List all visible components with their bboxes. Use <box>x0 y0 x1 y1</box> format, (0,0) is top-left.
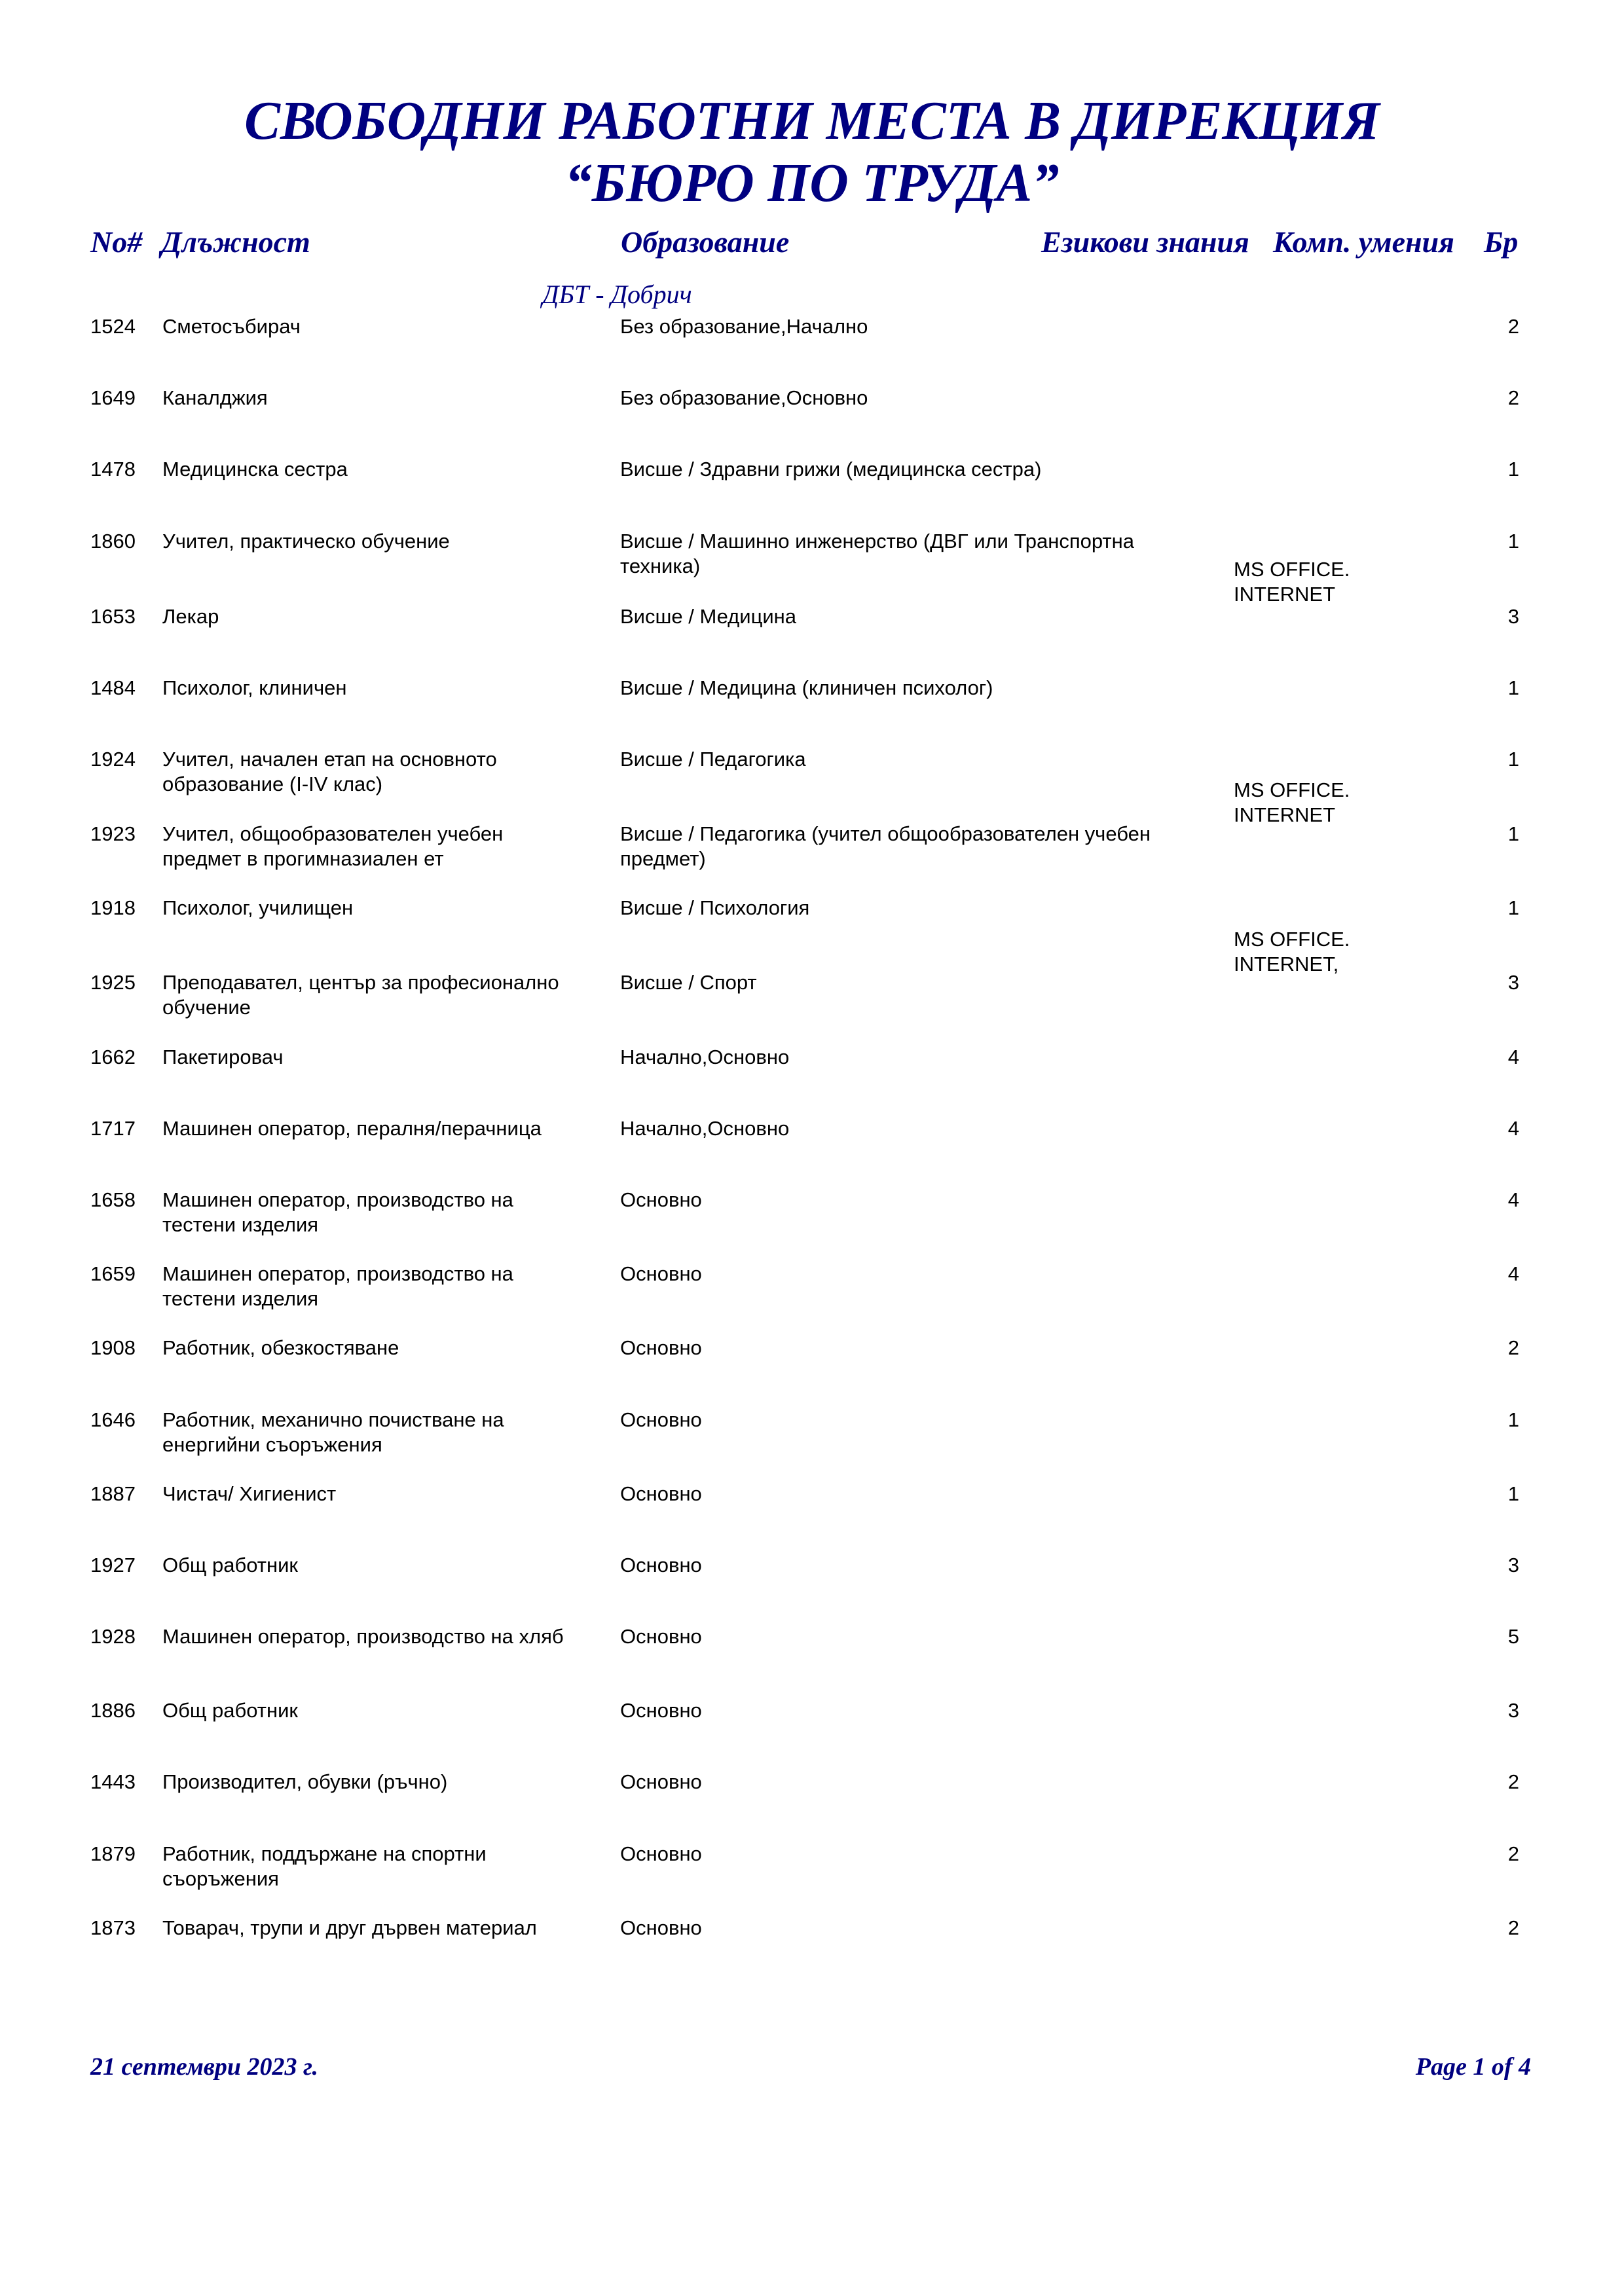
row-number: 1928 <box>90 1625 136 1648</box>
row-count: 2 <box>1507 386 1519 409</box>
row-number: 1653 <box>90 605 136 628</box>
row-education: Без образование,Основно <box>620 386 868 409</box>
row-count: 1 <box>1507 1482 1519 1505</box>
row-education: Висше / Педагогика <box>620 748 806 771</box>
row-position: Медицинска сестра <box>162 458 348 481</box>
row-position: Общ работник <box>162 1699 298 1722</box>
row-position: Машинен оператор, пералня/перачница <box>162 1117 542 1140</box>
row-position: Машинен оператор, производство на тестени изделия <box>162 1262 513 1310</box>
row-count: 4 <box>1507 1046 1519 1068</box>
row-count: 1 <box>1507 896 1519 919</box>
row-number: 1886 <box>90 1699 136 1722</box>
row-education: Висше / Здравни грижи (медицинска сестра) <box>620 458 1042 481</box>
row-count: 4 <box>1507 1262 1519 1285</box>
computer-skills-note <box>1234 557 1404 607</box>
row-number: 1659 <box>90 1262 136 1285</box>
computer-skills-line: MS OFFICE. <box>1234 928 1350 951</box>
row-number: 1662 <box>90 1046 136 1068</box>
row-position: Психолог, училищен <box>162 896 354 919</box>
row-count: 4 <box>1507 1188 1519 1211</box>
row-count: 1 <box>1507 1408 1519 1431</box>
computer-skills-line: INTERNET <box>1234 803 1335 826</box>
row-education: Основно <box>620 1842 702 1865</box>
footer-date: 21 септември 2023 г. <box>90 2053 319 2081</box>
row-position: Работник, обезкостяване <box>162 1336 399 1359</box>
row-number: 1649 <box>90 386 136 409</box>
row-education: Основно <box>620 1262 702 1285</box>
computer-skills-line: INTERNET, <box>1234 953 1339 975</box>
row-count: 2 <box>1507 1916 1519 1939</box>
row-education: Основно <box>620 1916 702 1939</box>
header-computer-skills: Комп. умения <box>1273 225 1454 259</box>
header-position: Длъжност <box>161 225 310 259</box>
row-position: Работник, поддържане на спортни съоръжения <box>162 1842 487 1890</box>
row-education: Висше / Психология <box>620 896 810 919</box>
row-position: Учител, начален етап на основното образование (I-IV клас) <box>162 748 497 795</box>
row-count: 1 <box>1507 530 1519 553</box>
row-position: Преподавател, център за професионално обучение <box>162 971 559 1019</box>
row-count: 1 <box>1507 458 1519 481</box>
row-education: Основно <box>620 1188 702 1211</box>
row-education: Начално,Основно <box>620 1046 790 1068</box>
row-number: 1927 <box>90 1554 136 1576</box>
row-education: Висше / Медицина (клиничен психолог) <box>620 676 993 699</box>
row-count: 4 <box>1507 1117 1519 1140</box>
row-position: Психолог, клиничен <box>162 676 347 699</box>
header-count: Бр <box>1484 225 1519 259</box>
row-number: 1443 <box>90 1770 136 1793</box>
row-position: Машинен оператор, производство на тестени изделия <box>162 1188 513 1236</box>
header-languages: Езикови знания <box>1041 225 1249 259</box>
row-count: 1 <box>1507 822 1519 845</box>
row-number: 1646 <box>90 1408 136 1431</box>
row-count: 2 <box>1507 1770 1519 1793</box>
row-count: 3 <box>1507 1699 1519 1722</box>
row-number: 1873 <box>90 1916 136 1939</box>
row-position: Лекар <box>162 605 219 628</box>
row-education: Основно <box>620 1482 702 1505</box>
row-number: 1524 <box>90 315 136 338</box>
row-count: 2 <box>1507 1842 1519 1865</box>
row-education: Основно <box>620 1408 702 1431</box>
row-education: Висше / Педагогика (учител общообразователен учебен предмет) <box>620 822 1151 870</box>
row-number: 1925 <box>90 971 136 994</box>
row-count: 1 <box>1507 676 1519 699</box>
document-title-line1: СВОБОДНИ РАБОТНИ МЕСТА В ДИРЕКЦИЯ <box>244 90 1380 151</box>
row-education: Основно <box>620 1699 702 1722</box>
row-count: 5 <box>1507 1625 1519 1648</box>
row-number: 1924 <box>90 748 136 771</box>
row-education: Основно <box>620 1625 702 1648</box>
row-position: Сметосъбирач <box>162 315 301 338</box>
row-number: 1923 <box>90 822 136 845</box>
row-number: 1478 <box>90 458 136 481</box>
computer-skills-note <box>1234 778 1404 828</box>
row-position: Товарач, трупи и друг дървен материал <box>162 1916 537 1939</box>
row-education: Висше / Медицина <box>620 605 797 628</box>
row-count: 3 <box>1507 605 1519 628</box>
row-position: Пакетировач <box>162 1046 284 1068</box>
row-number: 1484 <box>90 676 136 699</box>
computer-skills-line: INTERNET <box>1234 583 1335 606</box>
row-number: 1908 <box>90 1336 136 1359</box>
row-count: 3 <box>1507 971 1519 994</box>
row-position: Работник, механично почистване на енергийни съоръжения <box>162 1408 504 1456</box>
row-education: Висше / Спорт <box>620 971 757 994</box>
row-count: 2 <box>1507 315 1519 338</box>
row-count: 1 <box>1507 748 1519 771</box>
row-number: 1658 <box>90 1188 136 1211</box>
row-education: Основно <box>620 1770 702 1793</box>
computer-skills-line: MS OFFICE. <box>1234 778 1350 801</box>
document-title-line2: “БЮРО ПО ТРУДА” <box>564 153 1060 213</box>
row-number: 1717 <box>90 1117 136 1140</box>
row-count: 3 <box>1507 1554 1519 1576</box>
row-number: 1860 <box>90 530 136 553</box>
header-education: Образование <box>621 225 790 259</box>
section-title: ДБТ - Добрич <box>542 280 692 309</box>
row-position: Производител, обувки (ръчно) <box>162 1770 448 1793</box>
row-number: 1879 <box>90 1842 136 1865</box>
row-education: Висше / Машинно инженерство (ДВГ или Транспортна техника) <box>620 530 1134 577</box>
computer-skills-note <box>1234 927 1404 977</box>
header-no: No# <box>90 225 143 259</box>
footer-page-number: Page 1 of 4 <box>1415 2053 1531 2081</box>
computer-skills-line: MS OFFICE. <box>1234 558 1350 581</box>
row-number: 1887 <box>90 1482 136 1505</box>
row-position: Чистач/ Хигиенист <box>162 1482 337 1505</box>
row-position: Каналджия <box>162 386 268 409</box>
row-position: Учител, общообразователен учебен предмет в прогимназиален ет <box>162 822 504 870</box>
row-position: Общ работник <box>162 1554 298 1576</box>
row-position: Учител, практическо обучение <box>162 530 450 553</box>
row-education: Начално,Основно <box>620 1117 790 1140</box>
row-position: Машинен оператор, производство на хляб <box>162 1625 564 1648</box>
row-education: Без образование,Начално <box>620 315 868 338</box>
row-education: Основно <box>620 1336 702 1359</box>
row-education: Основно <box>620 1554 702 1576</box>
row-number: 1918 <box>90 896 136 919</box>
row-count: 2 <box>1507 1336 1519 1359</box>
